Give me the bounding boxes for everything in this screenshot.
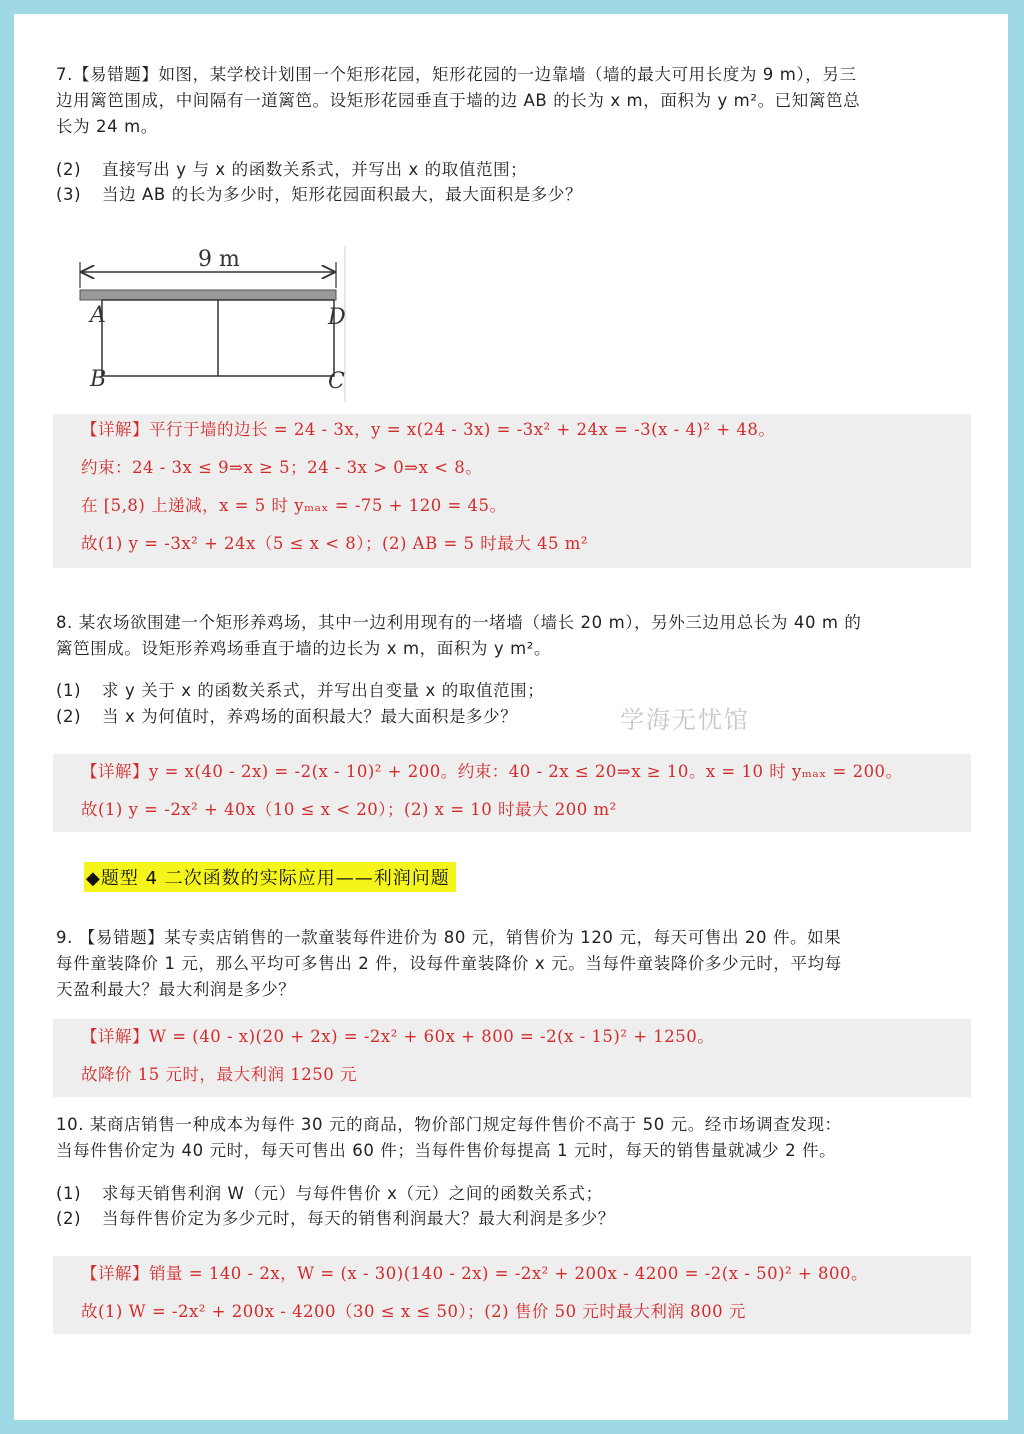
q7-answer-l1: 平行于墙的边长 = 24 - 3x，y = x(24 - 3x) = -3x² + 24x = -3(x - 4)² + 48。: [149, 420, 776, 439]
q7-answer-line-4: 故(1) y = -3x² + 24x（5 ≤ x < 8）；(2) AB = 5 时最大 45 m²: [81, 534, 589, 553]
document-page: [14, 14, 1008, 1420]
q8-sub2-text: 当 x 为何值时，养鸡场的面积最大？最大面积是多少？: [102, 707, 518, 726]
q10-sub1: [56, 1181, 603, 1207]
q8-answer-box: [53, 754, 971, 832]
section-heading: ◆题型 4 二次函数的实际应用——利润问题: [84, 862, 456, 892]
q10-answer-line-2: 故(1) W = -2x² + 200x - 4200（30 ≤ x ≤ 50）；(2) 售价 50 元时最大利润 800 元: [81, 1302, 746, 1321]
q7-sub3-number: (3): [56, 185, 82, 204]
q9-line-1: 9. 【易错题】某专卖店销售的一款童装每件进价为 80 元，销售价为 120 元，每天可售出 20 件。如果: [56, 928, 842, 947]
garden-figure: [70, 236, 370, 406]
q7-answer-box: [53, 414, 971, 568]
q8-sub2-number: (2): [56, 707, 82, 726]
q8-answer-tag: 【详解】: [81, 762, 149, 781]
q7-answer-line-3: 在 [5,8) 上递减，x = 5 时 yₘₐₓ = -75 + 120 = 45。: [81, 496, 507, 515]
q7-sub2-text: 直接写出 y 与 x 的函数关系式，并写出 x 的取值范围；: [102, 160, 528, 179]
q10-answer-tag: 【详解】: [81, 1264, 149, 1283]
q7-answer-line-1: [81, 416, 775, 440]
q9-answer-tag: 【详解】: [81, 1027, 149, 1046]
q7-text: [56, 62, 972, 140]
q8-sub1: [56, 678, 544, 704]
q9-answer-line-2: 故降价 15 元时，最大利润 1250 元: [81, 1065, 357, 1084]
q10-sub2-text: 当每件售价定为多少元时，每天的销售利润最大？最大利润是多少？: [102, 1209, 615, 1228]
q9-answer-l1: W = (40 - x)(20 + 2x) = -2x² + 60x + 800 = -2(x - 15)² + 1250。: [149, 1027, 715, 1046]
q8-sub1-number: (1): [56, 681, 82, 700]
q7-line-3: 长为 24 m。: [56, 117, 158, 136]
q7-answer-line-2: 约束：24 - 3x ≤ 9⇒x ≥ 5；24 - 3x > 0⇒x < 8。: [81, 458, 483, 477]
label-C: C: [328, 369, 345, 394]
q7-answer-tag: 【详解】: [81, 420, 149, 439]
q8-sub1-text: 求 y 关于 x 的函数关系式，并写出自变量 x 的取值范围；: [102, 681, 545, 700]
q7-line-1: 7.【易错题】如图，某学校计划围一个矩形花园，矩形花园的一边靠墙（墙的最大可用长度为 9 m），另三: [56, 65, 857, 84]
q10-sub2: [56, 1206, 615, 1232]
q10-answer-box: [53, 1256, 971, 1334]
q10-answer-l1: 销量 = 140 - 2x，W = (x - 30)(140 - 2x) = -2x² + 200x - 4200 = -2(x - 50)² + 800。: [149, 1264, 868, 1283]
q9-line-3: 天盈利最大？最大利润是多少？: [56, 980, 296, 999]
q8-text: [56, 610, 972, 662]
q7-sub2: [56, 157, 527, 183]
q7-line-2: 边用篱笆围成，中间隔有一道篱笆。设矩形花园垂直于墙的边 AB 的长为 x m，面积为 y m²。已知篱笆总: [56, 91, 861, 110]
label-B: B: [90, 367, 107, 392]
q7-sub3: [56, 182, 582, 208]
q7-sub3-text: 当边 AB 的长为多少时，矩形花园面积最大，最大面积是多少？: [102, 185, 583, 204]
q8-line-2: 篱笆围成。设矩形养鸡场垂直于墙的边长为 x m，面积为 y m²。: [56, 639, 552, 658]
q10-sub2-number: (2): [56, 1209, 82, 1228]
q9-text: [56, 925, 972, 1003]
q9-answer-box: [53, 1019, 971, 1097]
q8-answer-line-2: 故(1) y = -2x² + 40x（10 ≤ x < 20）；(2) x = 10 时最大 200 m²: [81, 800, 617, 819]
label-D: D: [328, 305, 346, 330]
label-A: A: [90, 303, 106, 328]
length-label: 9 m: [198, 247, 240, 272]
q7-sub2-number: (2): [56, 160, 82, 179]
q10-sub1-number: (1): [56, 1184, 82, 1203]
q9-answer-line-1: [81, 1023, 714, 1047]
q10-answer-line-1: [81, 1260, 868, 1284]
q8-answer-l1: y = x(40 - 2x) = -2(x - 10)² + 200。约束：40 - 2x ≤ 20⇒x ≥ 10。x = 10 时 yₘₐₓ = 200。: [149, 762, 903, 781]
q9-line-2: 每件童装降价 1 元，那么平均可多售出 2 件，设每件童装降价 x 元。当每件童装降价多少元时，平均每: [56, 954, 842, 973]
q10-text: [56, 1112, 972, 1164]
wall: [80, 290, 336, 300]
q10-line-2: 当每件售价定为 40 元时，每天可售出 60 件；当每件售价每提高 1 元时，每天的销售量就减少 2 件。: [56, 1141, 837, 1160]
q8-answer-line-1: [81, 758, 903, 782]
watermark: 学海无忧馆: [620, 706, 750, 734]
q10-sub1-text: 求每天销售利润 W（元）与每件售价 x（元）之间的函数关系式；: [102, 1184, 603, 1203]
q8-sub2: [56, 704, 517, 730]
q8-line-1: 8. 某农场欲围建一个矩形养鸡场，其中一边利用现有的一堵墙（墙长 20 m），另外三边用总长为 40 m 的: [56, 613, 862, 632]
q10-line-1: 10. 某商店销售一种成本为每件 30 元的商品，物价部门规定每件售价不高于 50 元。经市场调查发现：: [56, 1115, 842, 1134]
